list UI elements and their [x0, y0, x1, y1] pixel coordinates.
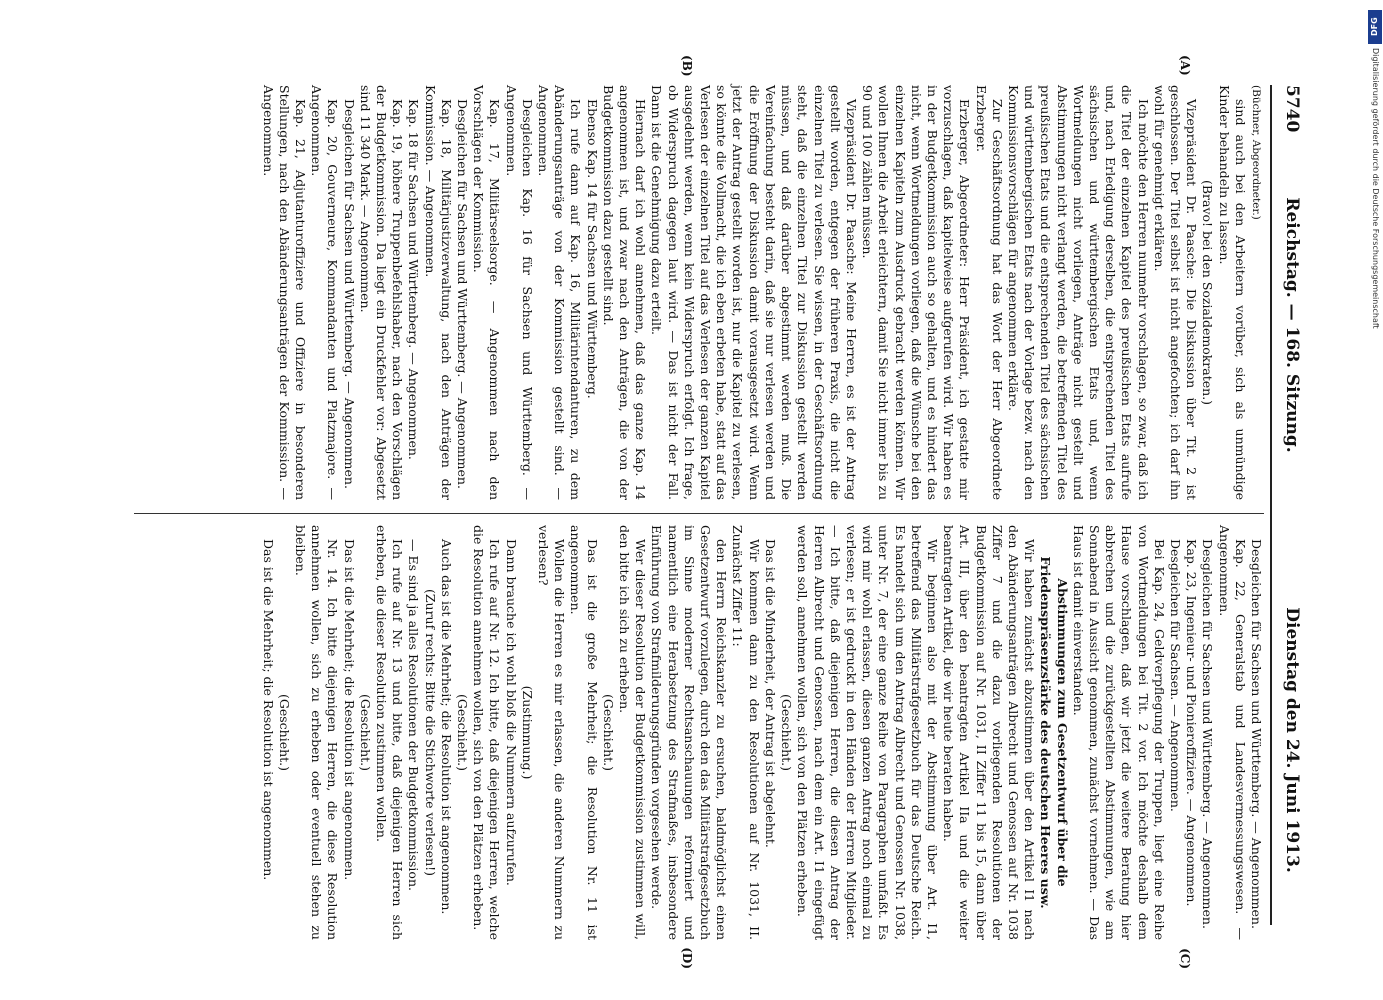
page-header [1270, 85, 1312, 925]
margin-marker-b: (B) [680, 55, 694, 77]
column-divider [134, 513, 1264, 514]
paragraph: (Geschieht.) [276, 693, 292, 772]
paragraph: Das ist die Minderheit, der Antrag ist abgelehnt. [762, 539, 778, 848]
paragraph: den Herrn Reichskanzler zu ersuchen, baldmöglichst einen Gesetzentwurf vorzulegen, durch den das Militärstrafgesetzbuch im Sinne moderner Rechtsanschauungen reformiert und namentlich eine Herabsetzung des Strafmaßes, insbesondere Einführung von Strafmilderungsgründen vorgesehen werde. [649, 525, 730, 940]
paragraph: (Bravo! bei den Sozialdemokraten.) [1200, 179, 1216, 406]
dfg-credit: Digitalisierung gefördert durch die Deutsche Forschungsgemeinschaft [1371, 48, 1380, 329]
text-columns [134, 55, 1264, 969]
paragraph: Wer dieser Resolution der Budgetkommission zustimmen will, den bitte ich sich zu erheben. [617, 525, 649, 940]
paragraph: Desgleichen Kap. 16 für Sachsen und Württemberg. — Angenommen. [503, 85, 535, 500]
paragraph: (Geschieht.) [357, 693, 373, 772]
dfg-strip [1368, 10, 1382, 990]
paragraph: Ich rufe auf Nr. 13 und bitte, daß diejenigen Herren sich erheben, die dieser Resolution zustimmen wollen. [374, 525, 406, 940]
margin-marker-a: (A) [1178, 55, 1192, 76]
paragraph: Kap. 19, höhere Truppenbefehlshaber, nach den Vorschlägen der Budgetkommission. Da liegt ein Druckfehler vor: Abgesetzt sind 11 340 Mark. — Angenommen. [357, 85, 406, 500]
paragraph: Kap. 18 für Sachsen und Württemberg. — Angenommen. [406, 99, 422, 460]
paragraph: Hiernach darf ich wohl annehmen, daß das ganze Kap. 14 angenommen ist, und zwar nach den Anträgen, die von der Budgetkommission dazu gestellt sind. [600, 85, 649, 500]
paragraph: Wir kommen dann zu den Resolutionen auf Nr. 1031, II. Zunächst Ziffer 11: [730, 525, 762, 940]
paragraph: Desgleichen für Sachsen und Württemberg. — Angenommen. [1249, 539, 1264, 929]
paragraph: Bei Kap. 24, Geldverpflegung der Truppen, liegt eine Reihe von Wortmeldungen bei Tit. 2 vor. Ich möchte deshalb dem Hause vorschlagen, daß wir jetzt die weitere Beratung hier abbrechen und die zurückgestellten Abstimmungen, wie am Sonnabend in Aussicht genommen, zunächst vornehmen. — Das Haus ist damit einverstanden. [1070, 525, 1167, 940]
paragraph: (Geschieht.) [600, 693, 616, 772]
paragraph: Kap. 20, Gouverneure, Kommandanten und Platzmajore. — Angenommen. [309, 85, 341, 500]
paragraph: Erzberger, Abgeordneter: Herr Präsident, ich gestatte mir vorzuschlagen, daß kapitelweise aufgerufen wird. Wir haben es in der Budgetkommission auch so gehalten, und es hindert das nicht, wenn Wortmeldungen vorliegen, daß die Wünsche bei den einzelnen Kapiteln zum Ausdruck gebracht werden können. Wir wollen Ihnen die Arbeit erleichtern, damit Sie nicht immer bis zu 90 und 100 zählen müssen. [860, 85, 973, 500]
left-column [259, 85, 1264, 500]
paragraph: Ich rufe dann auf Kap. 16, Militärintendanturen, zu dem Abänderungsanträge von der Kommission gestellt sind. — Angenommen. [536, 85, 584, 500]
paragraph: — Es sind ja alles Resolutionen der Budgetkommission. [406, 539, 422, 891]
paragraph: Nr. 14. Ich bitte diejenigen Herren, die diese Resolution annehmen wollen, sich zu erheben oder eventuell stehen zu bleiben. [293, 525, 341, 940]
paragraph: Desgleichen für Sachsen und Württemberg. — Angenommen. [455, 99, 471, 489]
margin-marker-c: (C) [1178, 948, 1192, 969]
paragraph: (Zustimmung.) [519, 685, 535, 780]
paragraph: Ich rufe auf Nr. 12. Ich bitte, daß diejenigen Herren, welche die Resolution annehmen wollen, sich von den Plätzen erheben. [471, 525, 503, 940]
paragraph: Vizepräsident Dr. Paasche: Meine Herren, es ist der Antrag gestellt worden, entgegen der früheren Praxis, die nicht die einzelnen Titel zu verlesen. Sie wissen, in der Geschäftsordnung steht, daß die einzelnen Titel zur Diskussion gestellt werden müssen, und daß darüber abgestimmt werden muß. Die Vereinfachung besteht darin, daß sie nur verlesen werden und die Eröffnung der Diskussion damit vorausgesetzt wird. Wenn jetzt der Antrag gestellt worden ist, nur die Kapitel zu verlesen, so könnte die Vollmacht, die ich eben erbeten habe, statt auf das Verlesen der einzelnen Titel auf das Verlesen der ganzen Kapitel ausgedehnt werden, wenn kein Widerspruch erfolgt. Ich frage, ob Widerspruch dagegen laut wird. — Das ist nicht der Fall. Dann ist die Genehmigung dazu erteilt. [649, 85, 859, 500]
dfg-logo: DFG [1368, 10, 1382, 44]
document-page [80, 45, 1330, 985]
paragraph: Zur Geschäftsordnung hat das Wort der Herr Abgeordnete Erzberger. [973, 85, 1005, 500]
paragraph: Wollen die Herren es mir erlassen, die anderen Nummern zu verlesen? [536, 525, 568, 940]
paragraph: Kap. 18, Militärjustizverwaltung, nach den Anträgen der Kommission. — Angenommen. [422, 85, 454, 500]
paragraph: Desgleichen für Sachsen und Württemberg. — Angenommen. [1200, 539, 1216, 929]
paragraph: Kap. 21, Adjutanturoffiziere und Offiziere in besonderen Stellungen, nach den Abänderungsanträgen der Kommission. — Angenommen. [260, 85, 309, 500]
paragraph: Wir beginnen also mit der Abstimmung über Art. I1, betreffend das Militärstrafgesetzbuch für das Deutsche Reich. Es handelt sich um den Antrag Albrecht und Genossen Nr. 1038, unter Nr. 7, der eine ganze Reihe von Paragraphen umfaßt. Es wird mir wohl erlassen, diesen ganzen Antrag noch einmal zu verlesen; er ist gedruckt in den Händen der Herren Mitglieder. — Ich bitte, daß diejenigen Herren, die diesen Antrag der Herren Albrecht und Genossen, nach dem ein Art. I1 eingefügt werden soll, annehmen wollen, sich von den Plätzen erheben. [795, 525, 940, 940]
paragraph: Kap. 17, Militärseelsorge. — Angenommen nach den Vorschlägen der Kommission. [471, 85, 503, 500]
date-title: Dienstag den 24. Juni 1913. [1282, 607, 1302, 873]
paragraph: (Zuruf rechts: Bitte die Stichworte verlesen!) [422, 588, 438, 877]
right-column [259, 525, 1264, 940]
paragraph: Das ist die Mehrheit; die Resolution ist angenommen. [341, 539, 357, 881]
paragraph: Desgleichen für Sachsen. — Angenommen. [1167, 539, 1183, 812]
paragraph: Ebenso Kap. 14 für Sachsen und Württemberg. [584, 99, 600, 399]
paragraph: (Büchner, Abgeordneter.) [1250, 85, 1262, 220]
page-number: 5740 [1282, 85, 1302, 133]
paragraph: (Geschieht.) [779, 693, 795, 772]
paragraph: Desgleichen für Sachsen und Württemberg. — Angenommen. [341, 99, 357, 489]
paragraph: Kap. 22, Generalstab und Landesvermessungswesen. — Angenommen. [1216, 525, 1248, 940]
margin-marker-d: (D) [680, 947, 694, 969]
paragraph: Das ist die große Mehrheit; die Resolution Nr. 11 ist angenommen. [568, 525, 600, 940]
session-title: Reichstag. — 168. Sitzung. [1282, 197, 1302, 453]
paragraph: (Geschieht.) [455, 693, 471, 772]
paragraph: Abstimmungen zum Gesetzentwurf über die Friedenspräsenzstärke des deutschen Heeres usw. [1038, 556, 1070, 909]
paragraph: Wir haben zunächst abzustimmen über den Artikel I1 nach den Abänderungsanträgen Albrecht und Genossen auf Nr. 1038 Ziffer 7 und die dazu vorliegenden Resolutionen der Budgetkommission auf Nr. 1031, II Ziffer 11 bis 15, dann über Art. III, über den beantragten Artikel IIa und die weiter beantragten Artikel, die wir heute beraten haben. [941, 525, 1038, 940]
paragraph: Kap. 23, Ingenieur- und Pionieroffiziere. — Angenommen. [1184, 539, 1200, 907]
paragraph: sind auch bei den Arbeitern vorüber, sich als unmündige Kinder behandeln zu lassen. [1216, 85, 1248, 500]
paragraph: Ich möchte den Herren nunmehr vorschlagen, so zwar, daß ich die Titel der einzelnen Kapitel des preußischen Etats aufrufe und, nach Erledigung derselben, die entsprechenden Titel des sächsischen und württembergischen Etats und, wenn Wortmeldungen nicht vorliegen, Anträge nicht gestellt und Abstimmungen nicht verlangt werden, die betreffenden Titel des preußischen Etats und die entsprechenden Titel des sächsischen und württembergischen Etats nach der Vorlage bezw. nach den Kommissionsvorschlägen für angenommen erkläre. [1005, 85, 1151, 500]
paragraph: Vizepräsident Dr. Paasche: Die Diskussion über Tit. 2 ist geschlossen. Der Titel selbst ist nicht angefochten; ich darf ihn wohl für genehmigt erklären. [1151, 85, 1200, 500]
paragraph: Das ist die Mehrheit; die Resolution ist angenommen. [260, 539, 276, 881]
paragraph: Dann brauche ich wohl bloß die Nummern aufzurufen. [503, 539, 519, 886]
paragraph: Auch das ist die Mehrheit; die Resolution ist angenommen. [438, 539, 454, 915]
